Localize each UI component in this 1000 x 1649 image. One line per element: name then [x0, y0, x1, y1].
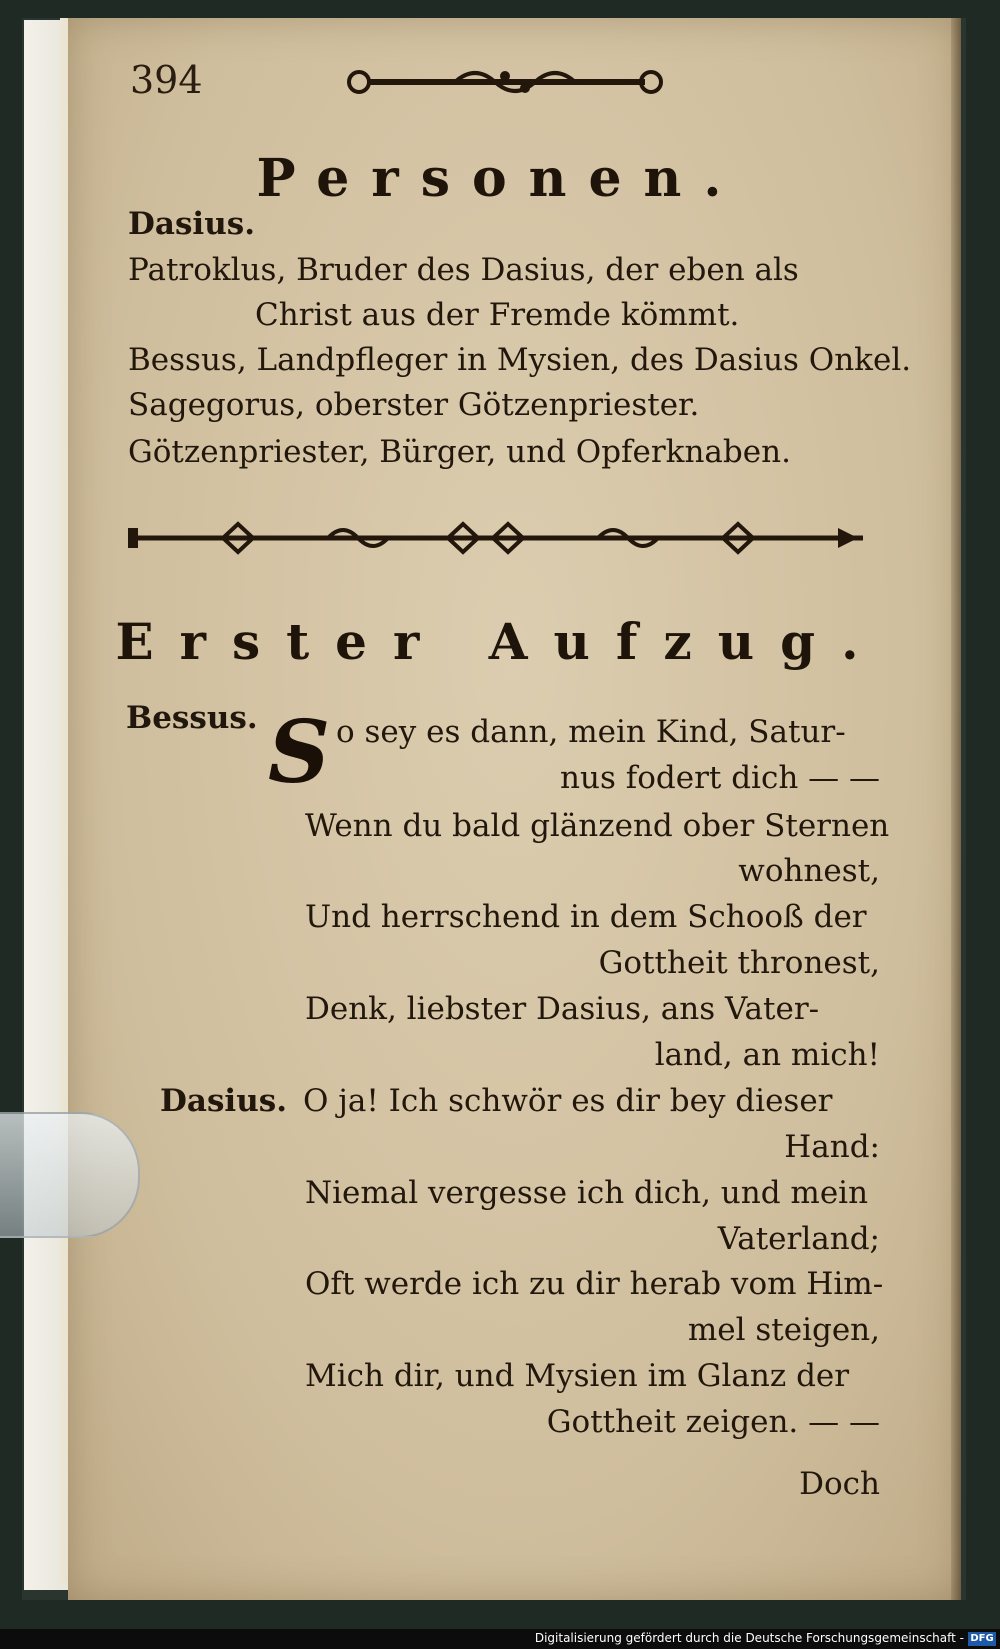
verse-line: o sey es dann, mein Kind, Satur-: [336, 714, 846, 750]
verse-line: O ja! Ich schwör es dir bey dieser: [303, 1083, 833, 1119]
speaker-label: Bessus.: [126, 700, 258, 736]
top-ornament-icon: [345, 62, 665, 102]
catchword: Doch: [799, 1466, 880, 1502]
cast-entry: Dasius.: [128, 206, 255, 242]
cast-entry: Bessus, Landpfleger in Mysien, des Dasius Onkel.: [128, 342, 912, 378]
verse-line: Vaterland;: [717, 1221, 880, 1257]
dfg-logo: DFG: [968, 1632, 996, 1646]
verse-line: Gottheit thronest,: [598, 945, 880, 981]
verse-line: Gottheit zeigen. — —: [546, 1404, 880, 1440]
verse-line: Wenn du bald glänzend ober Sternen: [305, 808, 890, 844]
divider-ornament-icon: [128, 518, 863, 558]
act-title: Erster Aufzug.: [115, 612, 885, 671]
cast-entry: Götzenpriester, Bürger, und Opferknaben.: [128, 434, 791, 470]
page-gutter-shadow: [951, 18, 961, 1600]
cast-entry: Sagegorus, oberster Götzenpriester.: [128, 387, 700, 423]
footer-bar: [0, 1629, 1000, 1649]
page-number: 394: [130, 58, 203, 102]
verse-line: Mich dir, und Mysien im Glanz der: [305, 1358, 850, 1394]
cast-entry: Patroklus, Bruder des Dasius, der eben als: [128, 252, 799, 288]
verse-line: Denk, liebster Dasius, ans Vater-: [305, 991, 820, 1027]
verse-line: nus fodert dich — —: [560, 760, 880, 796]
drop-cap: S: [268, 702, 331, 803]
verse-line: Und herrschend in dem Schooß der: [305, 899, 867, 935]
verse-line: land, an mich!: [654, 1037, 880, 1073]
page-title: Personen.: [256, 148, 744, 209]
verse-line: mel steigen,: [687, 1312, 880, 1348]
footer-credit: Digitalisierung gefördert durch die Deutsche Forschungsgemeinschaft -: [534, 1631, 964, 1645]
cast-entry: Christ aus der Fremde kömmt.: [255, 297, 740, 333]
verse-line: wohnest,: [738, 853, 880, 889]
verse-line: Oft werde ich zu dir herab vom Him-: [305, 1266, 884, 1302]
verse-line: Niemal vergesse ich dich, und mein: [305, 1175, 869, 1211]
verse-line: Hand:: [784, 1129, 880, 1165]
page-clip: [0, 1112, 140, 1238]
speaker-label: Dasius.: [160, 1083, 287, 1119]
